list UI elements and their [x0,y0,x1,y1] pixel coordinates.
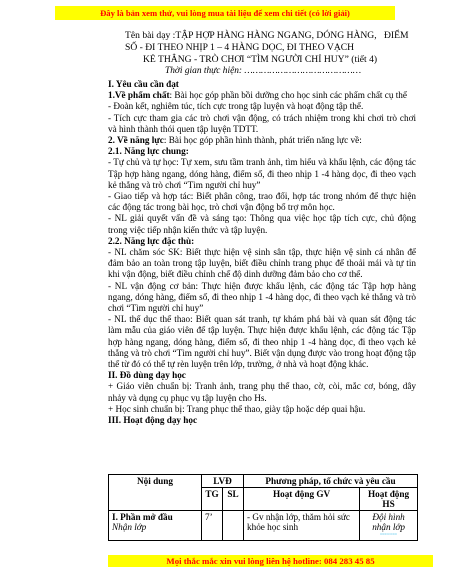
row-gv: - Gv nhận lớp, thăm hỏi sức khỏe học sinh [244,511,360,541]
row-hs: Đội hình nhận lớp ▫▫▫▫▫▫▫▫ [360,511,418,541]
col-content: Nội dung [109,475,202,511]
activity-table [108,474,418,541]
section-3-b: + Học sinh chuẩn bị: Trang phục thể thao, giày tập hoặc dép quai hậu. [108,403,366,414]
col-tg: TG [202,488,223,511]
section-2-2-title: 2.2. Năng lực đặc thù: [108,235,195,246]
col-gv: Hoạt động GV [244,488,360,511]
section-4-title: III. Hoạt động dạy học [108,415,198,426]
col-lvd: LVĐ [202,475,244,488]
section-2: 2. Về năng lực: Bài học góp phần hình thành, phát triển năng lực về: [108,135,362,146]
lesson-title-diem: ĐIỂM [384,30,409,41]
section-2-2-a: - NL chăm sóc SK: Biết thực hiện vệ sinh sân tập, thực hiện vệ sinh cá nhân để đảm bảo an toàn trong tập luyện, biết điều chỉnh trang phục để thoải mái và tự tin khi vận động, biết điều chỉnh chế độ dinh dưỡng đảm bảo cho cơ thể. [108,247,416,280]
section-2-1-title: 2.1. Năng lực chung: [108,146,189,157]
section-3-a: + Giáo viên chuẩn bị: Tranh ảnh, trang phụ thể thao, cờ, còi, mắc cơ, bóng, dây nhảy và dụng cụ phục vụ tập luyện cho Hs. [108,381,416,403]
document-body [108,79,416,426]
row-sl [223,511,244,541]
section-2-2-b: - NL vận động cơ bản: Thực hiện được khẩu lệnh, các động tác Tập hợp hàng ngang, dóng hàng, điểm số, đi theo nhịp 1 -4 hàng dọc, đi theo vạch kẻ thẳng và trò chơi “Tìm người chỉ huy” [108,280,416,314]
section-2-1-c: - NL giải quyết vấn đề và sáng tạo: Thông qua việc học tập tích cực, chủ động trong việc tiếp nhận kiến thức và tập luyện. [108,213,416,235]
lesson-title-line3: KẺ THẲNG - TRÒ CHƠI “TÌM NGƯỜI CHỈ HUY” (tiết 4) [143,54,378,65]
preview-banner: Đây là bản xem thử, vui lòng mua tài liệu để xem chi tiết (có lời giải) [55,6,395,20]
row-tg: 7’ [202,511,223,541]
table-row [109,511,418,541]
section-1-title: I. Yêu cầu cần đạt [108,79,179,89]
lesson-title-line1: Tên bài dạy :TẬP HỢP HÀNG HÀNG NGANG, DÓNG HÀNG, [125,30,377,41]
lesson-time: Thời gian thực hiện: …………………………………… [165,66,362,76]
col-sl: SL [223,488,244,511]
col-method: Phương pháp, tổ chức và yêu cầu [244,475,418,488]
formation-dots: ▫▫▫▫▫▫▫▫ [380,532,398,538]
row-content: I. Phần mở đầu Nhận lớp [109,511,202,541]
section-2-1-b: - Giao tiếp và hợp tác: Biết phân công, trao đổi, hợp tác trong nhóm để thực hiện các động tác trong bài học, trò chơi vận động bổ trợ môn học. [108,191,416,213]
col-hs: Hoạt động HS [360,488,418,511]
section-2-1-a: - Tự chủ và tự học: Tự xem, sưu tầm tranh ảnh, tìm hiểu và khẩu lệnh, các động tác Tập hợp hàng ngang, dóng hàng, điểm số, đi theo nhịp 1 -4 hàng dọc, đi theo vạch kẻ thẳng và trò chơi “Tìm người chỉ huy” [108,157,416,190]
section-1-1: 1.Về phẩm chất: Bài học góp phần bồi dưỡng cho học sinh các phẩm chất cụ thể [108,90,407,101]
section-2-2-c: - NL thể dục thể thao: Biết quan sát tranh, tự khám phá bài và quan sát động tác làm mẫu của giáo viên để tập luyện. Thực hiện được khẩu lệnh, các động tác Tập hợp hàng ngang, dóng hàng, điểm số, đi theo nhịp 1 -4 hàng dọc, đi theo vạch kẻ thẳng và trò chơi “Tìm người chỉ huy”. Biết vận dụng được vào trong hoạt động tập thể từ đó có thể tự rèn luyện trên lớp, trường, ở nhà và hoạt động khác. [108,314,417,370]
hotline-footer: Mọi thắc mắc xin vui lòng liên hệ hotline: 084 283 45 85 [108,555,433,567]
lesson-title-line2: SỐ - ĐI THEO NHỊP 1 – 4 HÀNG DỌC, ĐI THEO VẠCH [125,42,355,53]
section-1-1-a: - Đoàn kết, nghiêm túc, tích cực trong tập luyện và hoạt động tập thể. [108,101,364,112]
section-1-1-b: - Tích cực tham gia các trò chơi vận động, có trách nhiệm trong khi chơi trò chơi và hình thành thói quen tập luyện TDTT. [108,112,416,134]
section-3-title: II. Đồ dùng dạy học [108,370,186,381]
